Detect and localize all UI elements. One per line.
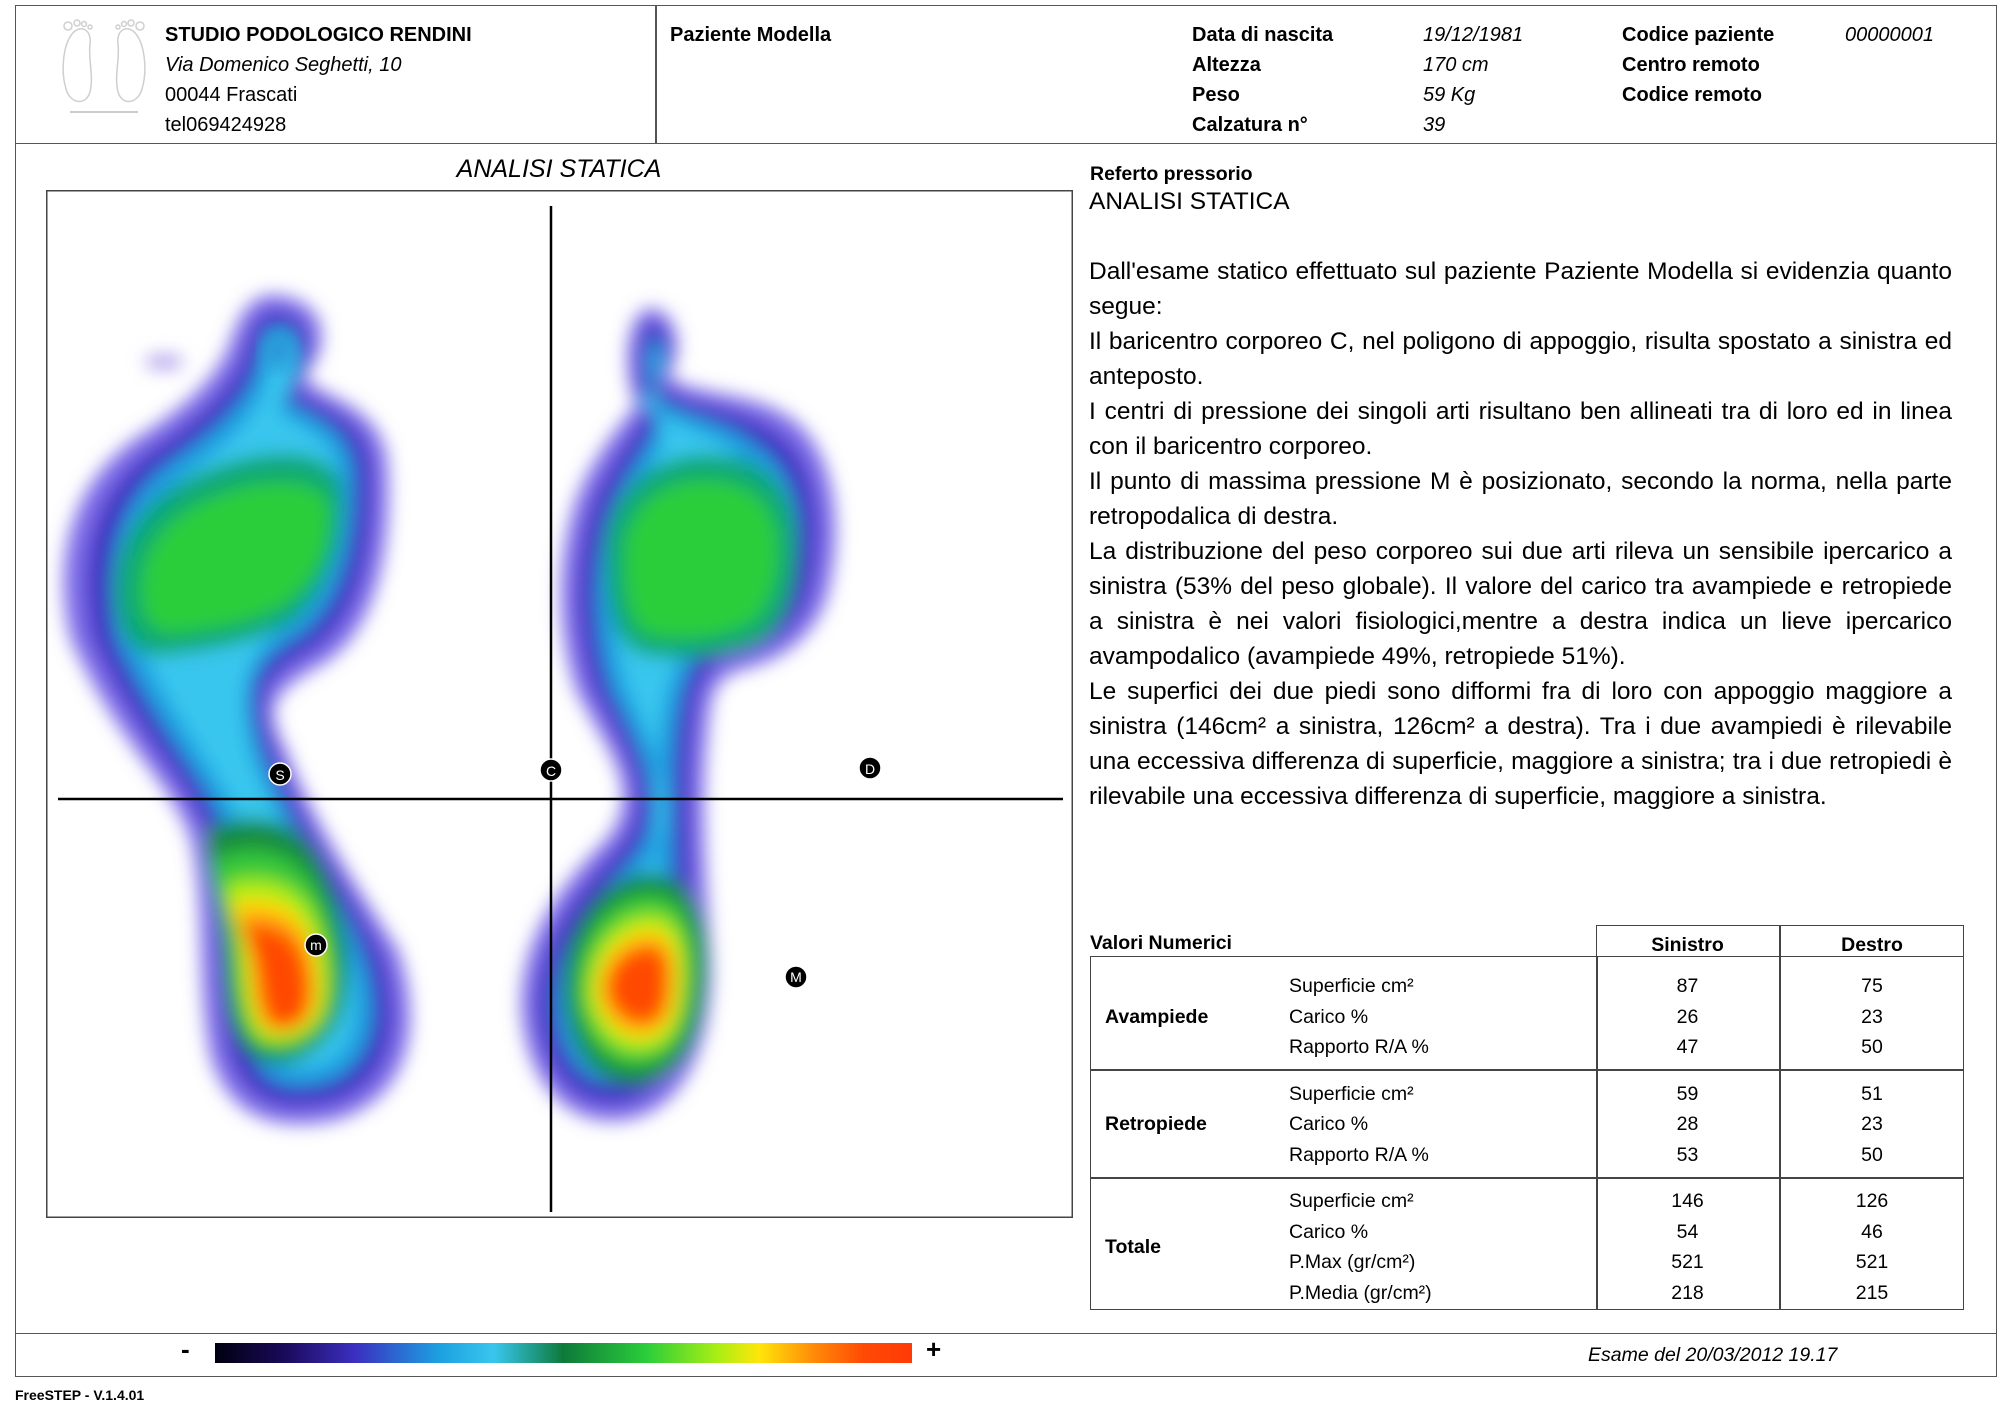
marker-c	[540, 759, 562, 781]
report-paragraph: Il punto di massima pressione M è posizionato, secondo la norma, nella parte retropodalica di destra.	[1089, 468, 1952, 530]
row-left-value: 218	[1671, 1282, 1704, 1304]
clinic-city: 00044 Frascati	[165, 84, 298, 106]
patient-name: Paziente Modella	[670, 24, 832, 46]
row-right-value: 50	[1861, 1036, 1883, 1058]
row-left-value: 87	[1676, 975, 1699, 997]
row-left-value: 521	[1671, 1251, 1704, 1273]
report-paragraph: I centri di pressione dei singoli arti risultano ben allineati tra di loro ed in linea con il baricentro corporeo.	[1089, 398, 1952, 460]
row-left-value: 53	[1676, 1144, 1699, 1166]
pressure-map	[46, 190, 1073, 1218]
row-right-value: 23	[1861, 1113, 1883, 1135]
exam-date: Esame del 20/03/2012 19.17	[1588, 1344, 1838, 1366]
marker-d-label: D	[864, 761, 876, 777]
row-left-value: 59	[1676, 1083, 1699, 1105]
marker-s	[269, 763, 291, 785]
marker-m-left-label: m	[310, 937, 322, 953]
marker-m-left	[305, 934, 327, 956]
row-left-value: 54	[1676, 1221, 1699, 1243]
col-header-left: Sinistro	[1651, 934, 1724, 956]
row-left-value: 28	[1676, 1113, 1699, 1135]
report-paragraph: Le superfici dei due piedi sono difformi fra di loro con appoggio maggiore a sinistra (146cm² a sinistra, 126cm² a destra). Tra i due avampiedi è rilevabile una eccessiva differenza di superficie, maggiore a sinistra; tra i due retropiedi è rilevabile una eccessiva differenza di superficie, maggiore a sinistra.	[1089, 678, 1952, 810]
marker-m-right	[785, 966, 807, 988]
report-body	[1089, 254, 1952, 814]
remote-code-label: Codice remoto	[1622, 84, 1763, 106]
marker-s-label: S	[275, 767, 285, 783]
row-label: Superficie cm²	[1289, 975, 1414, 997]
values-title: Valori Numerici	[1090, 932, 1232, 954]
row-label: Carico %	[1289, 1006, 1369, 1028]
group-totale: Totale	[1105, 1236, 1161, 1258]
height-value: 170 cm	[1423, 54, 1489, 76]
row-right-value: 521	[1855, 1251, 1889, 1273]
patient-code-value: 00000001	[1845, 24, 1934, 46]
report-paragraph: Dall'esame statico effettuato sul paziente Paziente Modella si evidenzia quanto segue:	[1089, 258, 1952, 320]
shoe-size-label: Calzatura n°	[1192, 114, 1308, 136]
birthdate-label: Data di nascita	[1192, 24, 1334, 46]
report-paragraph: La distribuzione del peso corporeo sui due arti rileva un sensibile ipercarico a sinistra (53% del peso globale). Il valore del carico tra avampiede e retropiede a sinistra è nei valori fisiologici,mentre a destra indica un lieve ipercarico avampodalico (avampiede 49%, retropiede 51%).	[1089, 538, 1952, 670]
group-avampiede: Avampiede	[1105, 1006, 1209, 1028]
row-label: P.Media (gr/cm²)	[1289, 1282, 1432, 1304]
legend-plus: +	[926, 1334, 942, 1364]
analysis-title: ANALISI STATICA	[456, 155, 662, 183]
report-heading: Referto pressorio	[1090, 163, 1253, 185]
row-right-value: 126	[1855, 1190, 1889, 1212]
pressure-color-scale	[215, 1343, 912, 1363]
header-divider	[655, 5, 657, 144]
row-left-value: 47	[1676, 1036, 1699, 1058]
remote-center-label: Centro remoto	[1622, 54, 1760, 76]
patient-code-label: Codice paziente	[1622, 24, 1775, 46]
col-header-right: Destro	[1841, 934, 1903, 956]
row-right-value: 51	[1861, 1083, 1883, 1105]
marker-c-label: C	[545, 763, 557, 779]
weight-label: Peso	[1192, 84, 1240, 106]
marker-m-right-label: M	[790, 969, 802, 985]
weight-value: 59 Kg	[1423, 84, 1476, 106]
clinic-logo	[50, 14, 158, 118]
row-label: Superficie cm²	[1289, 1190, 1414, 1212]
report-subtitle: ANALISI STATICA	[1089, 188, 1290, 215]
row-label: Rapporto R/A %	[1289, 1144, 1429, 1166]
row-label: Carico %	[1289, 1221, 1369, 1243]
row-left-value: 26	[1676, 1006, 1699, 1028]
clinic-name: STUDIO PODOLOGICO RENDINI	[165, 24, 472, 46]
row-label: Superficie cm²	[1289, 1083, 1414, 1105]
shoe-size-value: 39	[1423, 114, 1446, 136]
height-label: Altezza	[1192, 54, 1261, 76]
report-paragraph: Il baricentro corporeo C, nel poligono di appoggio, risulta spostato a sinistra ed anteposto.	[1089, 328, 1952, 390]
row-label: Carico %	[1289, 1113, 1369, 1135]
clinic-phone: tel069424928	[165, 114, 287, 136]
row-right-value: 75	[1861, 975, 1883, 997]
row-right-value: 23	[1861, 1006, 1883, 1028]
group-retropiede: Retropiede	[1105, 1113, 1207, 1135]
row-left-value: 146	[1671, 1190, 1704, 1212]
clinic-address: Via Domenico Seghetti, 10	[165, 54, 402, 76]
row-label: Rapporto R/A %	[1289, 1036, 1429, 1058]
marker-d	[859, 757, 881, 779]
legend-minus: -	[181, 1334, 190, 1364]
row-label: P.Max (gr/cm²)	[1289, 1251, 1416, 1273]
row-right-value: 50	[1861, 1144, 1883, 1166]
row-right-value: 215	[1855, 1282, 1889, 1304]
row-right-value: 46	[1861, 1221, 1883, 1243]
footer-version: FreeSTEP - V.1.4.01	[15, 1387, 145, 1403]
birthdate-value: 19/12/1981	[1423, 24, 1524, 46]
